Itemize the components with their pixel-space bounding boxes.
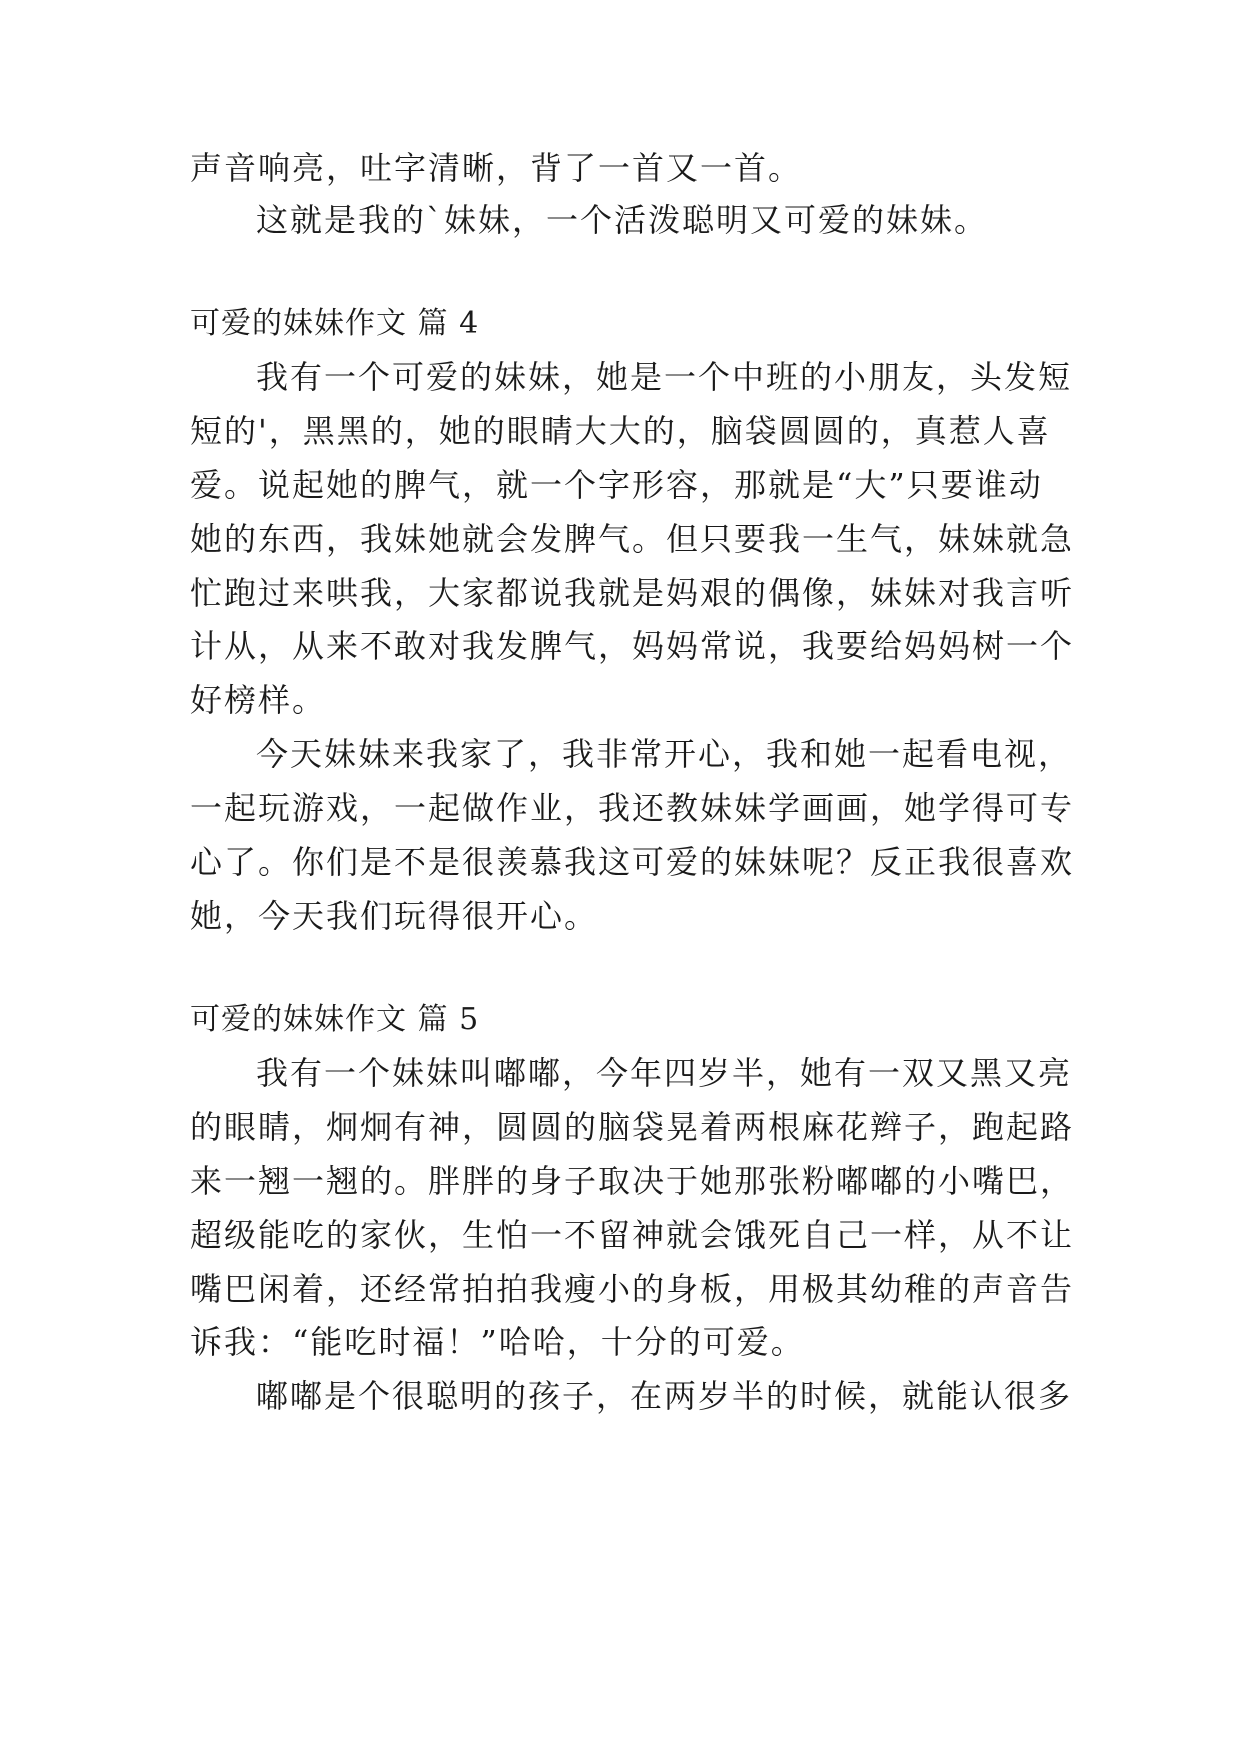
text-line: 的眼睛，炯炯有神，圆圆的脑袋晃着两根麻花辫子，跑起路 bbox=[190, 1108, 1075, 1146]
text-line: 嘴巴闲着，还经常拍拍我瘦小的身板，用极其幼稚的声音告 bbox=[190, 1270, 1075, 1308]
text-line: 诉我：“能吃时福！”哈哈，十分的可爱。 bbox=[190, 1323, 805, 1361]
section-heading: 可爱的妹妹作文 篇 5 bbox=[190, 1002, 480, 1037]
text-line: 她，今天我们玩得很开心。 bbox=[190, 897, 599, 935]
text-line: 这就是我的`妹妹，一个活泼聪明又可爱的妹妹。 bbox=[256, 201, 989, 239]
text-line: 我有一个可爱的妹妹，她是一个中班的小朋友，头发短 bbox=[256, 358, 1073, 396]
text-line: 好榜样。 bbox=[190, 681, 327, 719]
text-line: 超级能吃的家伙，生怕一不留神就会饿死自己一样，从不让 bbox=[190, 1216, 1075, 1254]
text-line: 嘟嘟是个很聪明的孩子，在两岁半的时候，就能认很多 bbox=[256, 1377, 1073, 1415]
text-line: 一起玩游戏，一起做作业，我还教妹妹学画画，她学得可专 bbox=[190, 789, 1075, 827]
text-line: 今天妹妹来我家了，我非常开心，我和她一起看电视， bbox=[256, 735, 1073, 773]
text-line: 短的'，黑黑的，她的眼睛大大的，脑袋圆圆的，真惹人喜 bbox=[190, 412, 1051, 450]
text-line: 忙跑过来哄我，大家都说我就是妈艰的偶像，妹妹对我言听 bbox=[190, 574, 1075, 612]
text-line: 来一翘一翘的。胖胖的身子取决于她那张粉嘟嘟的小嘴巴， bbox=[190, 1162, 1075, 1200]
text-line: 心了。你们是不是很羡慕我这可爱的妹妹呢？反正我很喜欢 bbox=[190, 843, 1075, 881]
text-line: 计从，从来不敢对我发脾气，妈妈常说，我要给妈妈树一个 bbox=[190, 627, 1075, 665]
text-line: 声音响亮，吐字清晰，背了一首又一首。 bbox=[190, 149, 803, 187]
text-line: 爱。说起她的脾气，就一个字形容，那就是“大”只要谁动 bbox=[190, 466, 1043, 504]
text-line: 我有一个妹妹叫嘟嘟，今年四岁半，她有一双又黑又亮 bbox=[256, 1054, 1073, 1092]
text-line: 她的东西，我妹她就会发脾气。但只要我一生气，妹妹就急 bbox=[190, 520, 1075, 558]
section-heading: 可爱的妹妹作文 篇 4 bbox=[190, 306, 480, 341]
